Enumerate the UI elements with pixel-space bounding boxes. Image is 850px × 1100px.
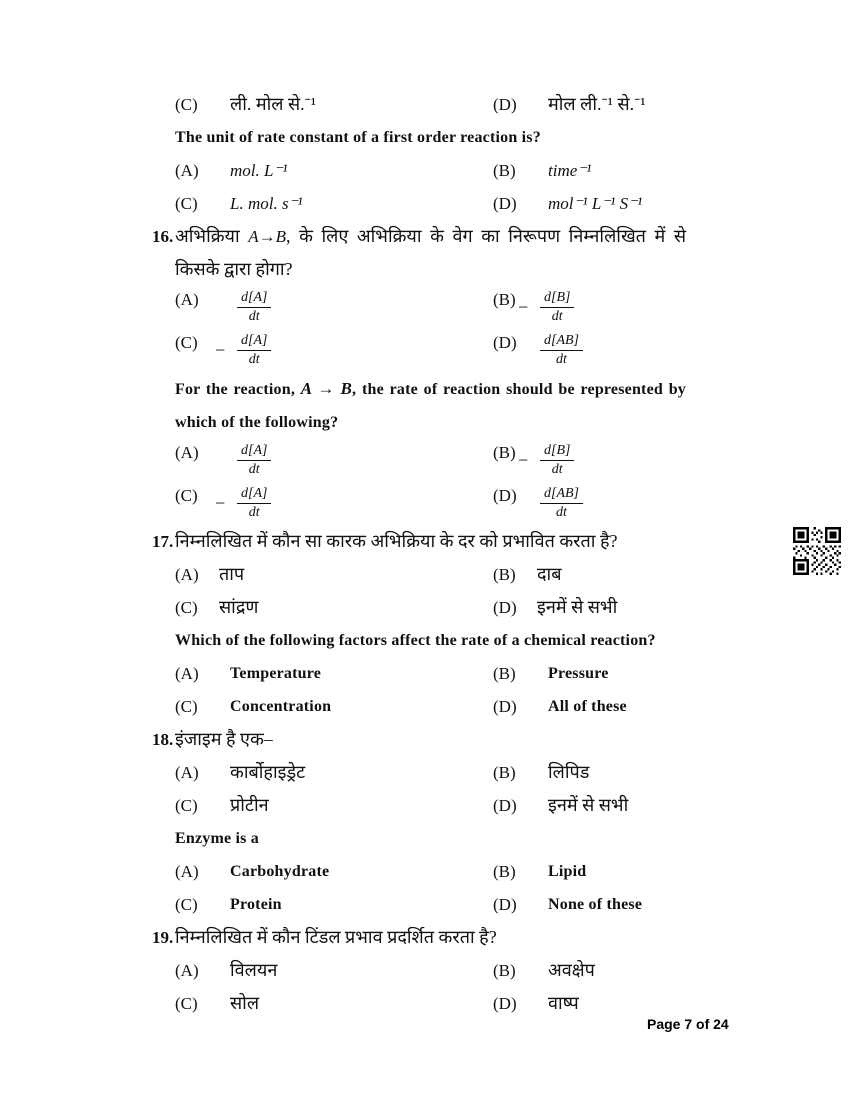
qr-code-icon [793, 526, 841, 576]
option-value: मोल ली.⁻¹ से.⁻¹ [548, 94, 646, 114]
minus-sign: − [518, 450, 529, 470]
fraction-numerator: d[AB] [540, 333, 583, 351]
option-label: (C) [175, 332, 198, 352]
q15-option-c-hindi [152, 88, 493, 121]
q19-option-c-hindi [152, 987, 493, 1020]
option-label: (A) [175, 664, 199, 683]
fraction-denominator: dt [248, 505, 260, 520]
option-label: (B) [493, 664, 516, 683]
fraction [237, 486, 271, 521]
question-number: 17. [152, 532, 174, 551]
q17-question-english: Which of the following factors affect the rate of a chemical reaction? [175, 632, 656, 649]
option-value: प्रोटीन [230, 795, 269, 815]
option-label: (D) [493, 95, 517, 114]
q19-question-hindi [152, 921, 686, 954]
q18-question-english: Enzyme is a [175, 830, 259, 847]
option-label: (B) [493, 763, 516, 782]
option-value: mol⁻¹ L⁻¹ S⁻¹ [548, 194, 643, 213]
q16-en-option-a [152, 443, 493, 478]
q15-option-b [493, 154, 686, 187]
question-text: , के लिए अभिक्रिया के वेग का निरूपण निम्नलिखित में से किसके द्वारा होगा? [175, 226, 687, 279]
option-value: Temperature [230, 665, 322, 682]
q18-option-d [493, 888, 686, 921]
option-value [215, 443, 271, 478]
q16-en-option-c [152, 486, 493, 521]
minus-sign: − [215, 493, 226, 513]
q18-option-c [152, 888, 493, 921]
q16-option-d [493, 333, 686, 368]
q17-option-a-hindi [152, 558, 493, 591]
option-value: ताप [219, 564, 245, 584]
q18-hindi-options-row-1 [152, 756, 686, 789]
q17-option-b-hindi [493, 558, 686, 591]
option-value: विलयन [230, 960, 278, 980]
question-number: 18. [152, 730, 174, 749]
option-value: इनमें से सभी [537, 597, 618, 617]
q18-option-a [152, 855, 493, 888]
option-label: (C) [175, 598, 198, 617]
option-value: वाष्प [548, 993, 579, 1013]
option-value: Lipid [548, 863, 587, 880]
q18-english-options-row-2 [152, 888, 686, 921]
q18-option-d-hindi [493, 789, 686, 822]
option-value [215, 333, 271, 368]
option-value [215, 486, 271, 521]
q19-hindi-options-row-1 [152, 954, 686, 987]
option-label: (C) [175, 697, 198, 716]
option-value [518, 486, 583, 521]
q15-option-c [152, 187, 493, 220]
q15-option-a [152, 154, 493, 187]
option-label: (A) [175, 961, 199, 980]
q19-option-a-hindi [152, 954, 493, 987]
fraction-denominator: dt [551, 309, 563, 324]
option-value [518, 443, 574, 478]
option-value: Pressure [548, 665, 609, 682]
option-label: (C) [175, 994, 198, 1013]
option-value: Concentration [230, 698, 332, 715]
q17-hindi-options-row-2 [152, 591, 686, 624]
option-label: (D) [493, 598, 517, 617]
option-label: (D) [493, 485, 517, 505]
q17-english-options-row-1 [152, 657, 686, 690]
fraction [237, 443, 271, 478]
fraction [237, 333, 271, 368]
q18-option-c-hindi [152, 789, 493, 822]
option-value: time⁻¹ [548, 161, 592, 180]
option-label: (D) [493, 994, 517, 1013]
option-value: अवक्षेप [548, 960, 595, 980]
fraction-numerator: d[A] [237, 486, 271, 504]
option-label: (D) [493, 796, 517, 815]
option-value: सोल [230, 993, 260, 1013]
q17-option-c [152, 690, 493, 723]
q18-option-b-hindi [493, 756, 686, 789]
option-value: None of these [548, 896, 643, 913]
q17-option-a [152, 657, 493, 690]
option-value: All of these [548, 698, 627, 715]
q16-option-c [152, 333, 493, 368]
option-label: (C) [175, 194, 198, 213]
q16-english-frac-row-1 [152, 439, 686, 482]
question-text: , the rate of reaction should be represented by which of the following? [175, 381, 687, 431]
q16-option-b [493, 290, 686, 325]
option-value: mol. L⁻¹ [230, 161, 288, 180]
question-text: इंजाइम है एक– [175, 729, 273, 749]
option-label: (A) [175, 763, 199, 782]
q15-english-options-row-1 [152, 154, 686, 187]
fraction-numerator: d[A] [237, 443, 271, 461]
q17-hindi-options-row-1 [152, 558, 686, 591]
q16-en-option-d [493, 486, 686, 521]
fraction-denominator: dt [556, 505, 567, 520]
q17-option-d [493, 690, 686, 723]
q18-option-b [493, 855, 686, 888]
option-label: (A) [175, 289, 199, 309]
question-text: निम्नलिखित में कौन सा कारक अभिक्रिया के दर को प्रभावित करता है? [175, 531, 618, 551]
fraction [540, 333, 583, 368]
q18-hindi-options-row-2 [152, 789, 686, 822]
option-label: (D) [493, 194, 517, 213]
option-label: (B) [493, 961, 516, 980]
option-label: (D) [493, 895, 517, 914]
option-label: (B) [493, 442, 516, 462]
option-value: लिपिड [548, 762, 590, 782]
option-label: (C) [175, 796, 198, 815]
minus-sign: − [215, 340, 226, 360]
q17-option-c-hindi [152, 591, 493, 624]
option-value: Protein [230, 896, 282, 913]
fraction [540, 443, 574, 478]
q15-option-d [493, 187, 686, 220]
option-value: दाब [537, 564, 562, 584]
question-text: अभिक्रिया [175, 226, 249, 246]
q19-option-b-hindi [493, 954, 686, 987]
q16-option-a [152, 290, 493, 325]
q15-english-options-row-2 [152, 187, 686, 220]
option-value [518, 333, 583, 368]
option-label: (B) [493, 161, 516, 180]
fraction-denominator: dt [551, 462, 563, 477]
q16-en-option-b [493, 443, 686, 478]
fraction-denominator: dt [248, 462, 260, 477]
q16-question-english [152, 372, 686, 439]
fraction [237, 290, 271, 325]
option-value: कार्बोहाइड्रेट [230, 762, 306, 782]
question-paper-content [152, 88, 686, 1020]
q19-hindi-options-row-2 [152, 987, 686, 1020]
q16-hindi-frac-row-2 [152, 329, 686, 372]
option-label: (A) [175, 442, 199, 462]
fraction-numerator: d[B] [540, 443, 574, 461]
question-text: निम्नलिखित में कौन टिंडल प्रभाव प्रदर्शित करता है? [175, 927, 497, 947]
option-label: (C) [175, 95, 198, 114]
q16-question-hindi [152, 220, 686, 286]
fraction-denominator: dt [556, 352, 567, 367]
option-value: ली. मोल से.⁻¹ [230, 94, 317, 114]
fraction [540, 290, 574, 325]
option-label: (A) [175, 161, 199, 180]
option-value [518, 290, 574, 325]
option-value: इनमें से सभी [548, 795, 629, 815]
q15-hindi-options-row [152, 88, 686, 121]
q17-question-hindi [152, 525, 686, 558]
minus-sign: − [518, 297, 529, 317]
fraction-numerator: d[A] [237, 333, 271, 351]
option-label: (C) [175, 895, 198, 914]
fraction [540, 486, 583, 521]
q17-option-b [493, 657, 686, 690]
q16-english-frac-row-2 [152, 482, 686, 525]
q17-english-options-row-2 [152, 690, 686, 723]
question-number: 16. [152, 227, 174, 246]
option-label: (A) [175, 565, 199, 584]
q18-option-a-hindi [152, 756, 493, 789]
fraction-denominator: dt [248, 352, 260, 367]
option-label: (D) [493, 697, 517, 716]
option-label: (B) [493, 565, 516, 584]
q18-question-hindi [152, 723, 686, 756]
fraction-numerator: d[B] [540, 290, 574, 308]
option-value: Carbohydrate [230, 863, 330, 880]
option-label: (C) [175, 485, 198, 505]
option-value [215, 290, 271, 325]
option-label: (B) [493, 289, 516, 309]
q15-question-english: The unit of rate constant of a first order reaction is? [175, 129, 541, 146]
option-value: L. mol. s⁻¹ [230, 194, 303, 213]
reaction-formula: A → B [300, 379, 353, 398]
page-footer: Page 7 of 24 [647, 1016, 729, 1032]
question-number: 19. [152, 928, 174, 947]
fraction-denominator: dt [248, 309, 260, 324]
fraction-numerator: d[AB] [540, 486, 583, 504]
question-text: For the reaction, [175, 381, 301, 398]
q16-hindi-frac-row-1 [152, 286, 686, 329]
option-value: सांद्रण [219, 597, 259, 617]
q15-option-d-hindi [493, 88, 686, 121]
q17-option-d-hindi [493, 591, 686, 624]
option-label: (B) [493, 862, 516, 881]
fraction-numerator: d[A] [237, 290, 271, 308]
option-label: (A) [175, 862, 199, 881]
option-label: (D) [493, 332, 517, 352]
q18-english-options-row-1 [152, 855, 686, 888]
reaction-formula: A→B [248, 227, 287, 246]
